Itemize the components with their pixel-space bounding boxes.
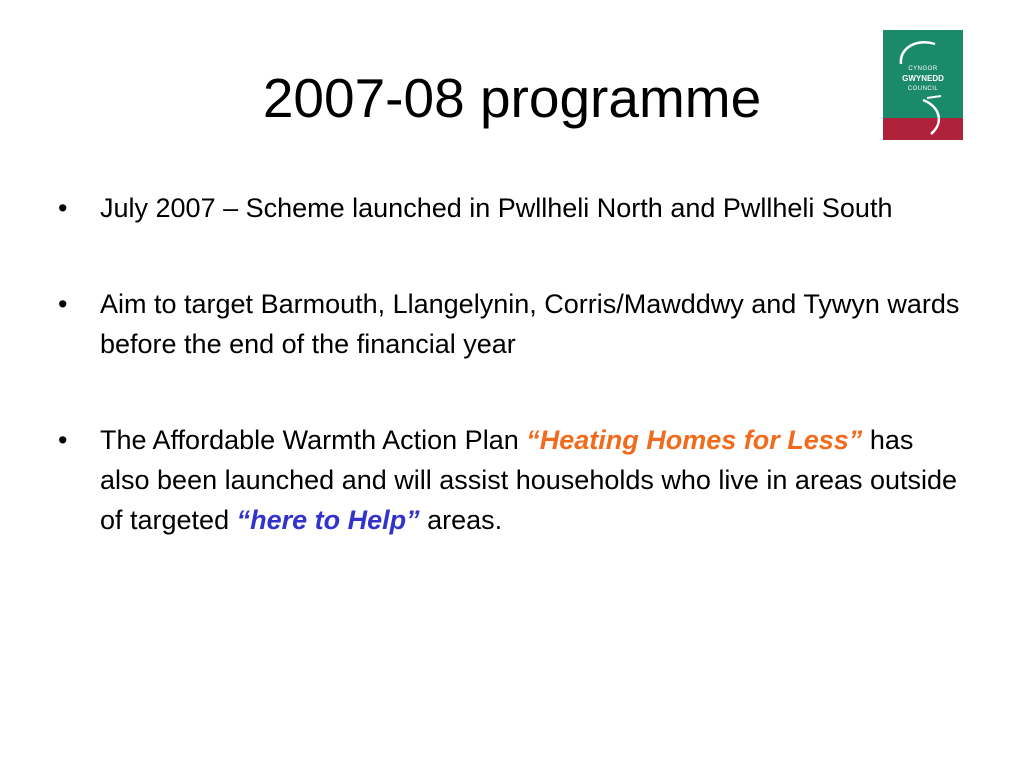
bullet-text: July 2007 – Scheme launched in Pwllheli North and Pwllheli South (100, 193, 893, 223)
bullet-text-middle: has also been launched and will assist households who live in areas outside of targeted (100, 425, 958, 535)
bullet-item-target-wards (58, 284, 968, 364)
bullet-text-after: areas. (419, 505, 503, 535)
bullet-marker: • (58, 193, 68, 223)
bullet-item-scheme-launch (58, 188, 968, 228)
bullet-marker: • (58, 289, 68, 319)
highlight-heating-homes: “Heating Homes for Less” (526, 425, 863, 455)
logo-graphic (883, 30, 963, 140)
bullet-list (58, 188, 968, 596)
bullet-text-before: The Affordable Warmth Action Plan (100, 425, 527, 455)
logo-text-gwynedd: GWYNEDD (902, 74, 944, 83)
bullet-text: Aim to target Barmouth, Llangelynin, Corris/Mawddwy and Tywyn wards before the end of the financial year (100, 289, 960, 359)
logo-text-council: COUNCIL (907, 86, 939, 92)
gwynedd-council-logo (883, 30, 963, 140)
bullet-marker: • (58, 425, 68, 455)
logo-text-cyngor: CYNGOR (908, 66, 938, 72)
slide-title: 2007-08 programme (262, 67, 762, 129)
bullet-item-action-plan (58, 420, 968, 540)
highlight-here-to-help: “here to Help” (236, 505, 420, 535)
